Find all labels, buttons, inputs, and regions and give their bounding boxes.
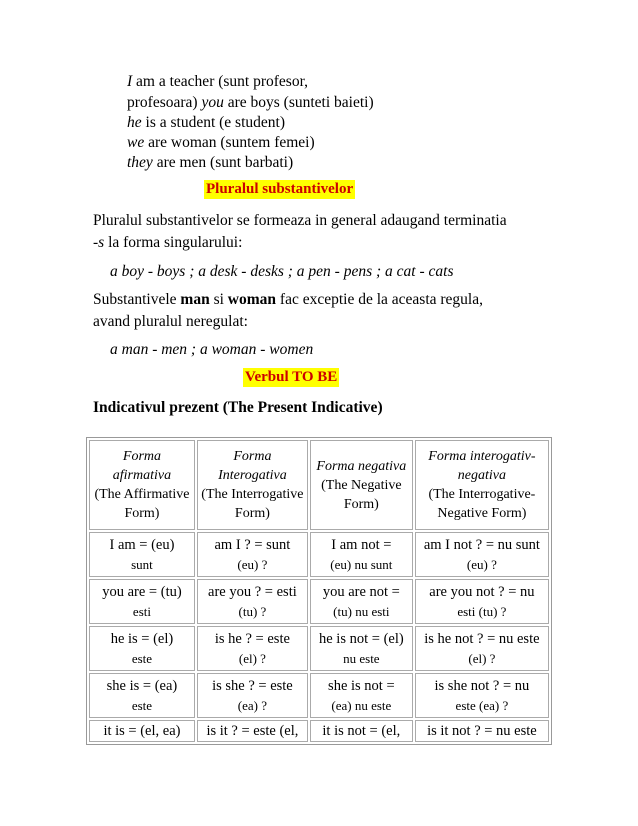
table-cell: she is not = (ea) nu este — [310, 673, 413, 718]
exception-paragraph-line-1: Substantivele man si woman fac exceptie de la aceasta regula, — [93, 291, 483, 308]
subject-word: he — [127, 114, 142, 131]
table-header-row — [89, 440, 549, 530]
indicative-subheading: Indicativul prezent (The Present Indicative) — [93, 399, 383, 416]
subject-word: you — [201, 94, 224, 111]
subject-word: they — [127, 154, 153, 171]
table-row — [89, 626, 549, 671]
subject-word: we — [127, 134, 145, 151]
table-cell: he is not = (el) nu este — [310, 626, 413, 671]
table-cell: you are = (tu) esti — [89, 579, 195, 624]
table-cell: is she ? = este (ea) ? — [197, 673, 308, 718]
table-cell: it is not = (el, — [310, 720, 413, 742]
plural-paragraph-line-2: -s la forma singularului: — [93, 234, 243, 251]
table-cell: are you not ? = nu esti (tu) ? — [415, 579, 549, 624]
table-cell: it is = (el, ea) — [89, 720, 195, 742]
table-cell: I am not = (eu) nu sunt — [310, 532, 413, 577]
table-cell: is it ? = este (el, — [197, 720, 308, 742]
table-cell: you are not = (tu) nu esti — [310, 579, 413, 624]
table-cell: am I not ? = nu sunt (eu) ? — [415, 532, 549, 577]
table-cell: is she not ? = nu este (ea) ? — [415, 673, 549, 718]
section-heading-plural: Pluralul substantivelor — [206, 181, 354, 197]
conjugation-table — [86, 437, 552, 745]
example-line-2: profesoara) you are boys (sunteti baieti) — [127, 94, 374, 111]
table-row — [89, 532, 549, 577]
table-cell: is he not ? = nu este (el) ? — [415, 626, 549, 671]
table-cell: is it not ? = nu este — [415, 720, 549, 742]
header-cell: Forma interogativ-negativa (The Interrogative-Negative Form) — [415, 440, 549, 530]
subject-word: I — [127, 73, 133, 90]
table-cell: he is = (el) este — [89, 626, 195, 671]
table-cell: are you ? = esti (tu) ? — [197, 579, 308, 624]
irregular-examples: a man - men ; a woman - women — [110, 341, 314, 358]
plural-examples: a boy - boys ; a desk - desks ; a pen - pens ; a cat - cats — [110, 263, 454, 280]
table-cell: is he ? = este (el) ? — [197, 626, 308, 671]
example-line-1: I am a teacher (sunt profesor, — [127, 73, 308, 90]
exception-paragraph-line-2: avand pluralul neregulat: — [93, 313, 248, 330]
header-cell: Forma afirmativa (The Affirmative Form) — [89, 440, 195, 530]
example-line-5: they are men (sunt barbati) — [127, 154, 294, 171]
table-row — [89, 720, 549, 742]
header-cell: Forma Interogativa (The Interrogative Form) — [197, 440, 308, 530]
table-cell: she is = (ea) este — [89, 673, 195, 718]
example-line-3: he is a student (e student) — [127, 114, 285, 131]
table-row — [89, 673, 549, 718]
table-cell: am I ? = sunt (eu) ? — [197, 532, 308, 577]
table-cell: I am = (eu) sunt — [89, 532, 195, 577]
section-heading-verb: Verbul TO BE — [245, 369, 338, 385]
plural-paragraph-line-1: Pluralul substantivelor se formeaza in general adaugand terminatia — [93, 212, 507, 229]
table-row — [89, 579, 549, 624]
example-line-4: we are woman (suntem femei) — [127, 134, 315, 151]
header-cell: Forma negativa (The Negative Form) — [310, 440, 413, 530]
